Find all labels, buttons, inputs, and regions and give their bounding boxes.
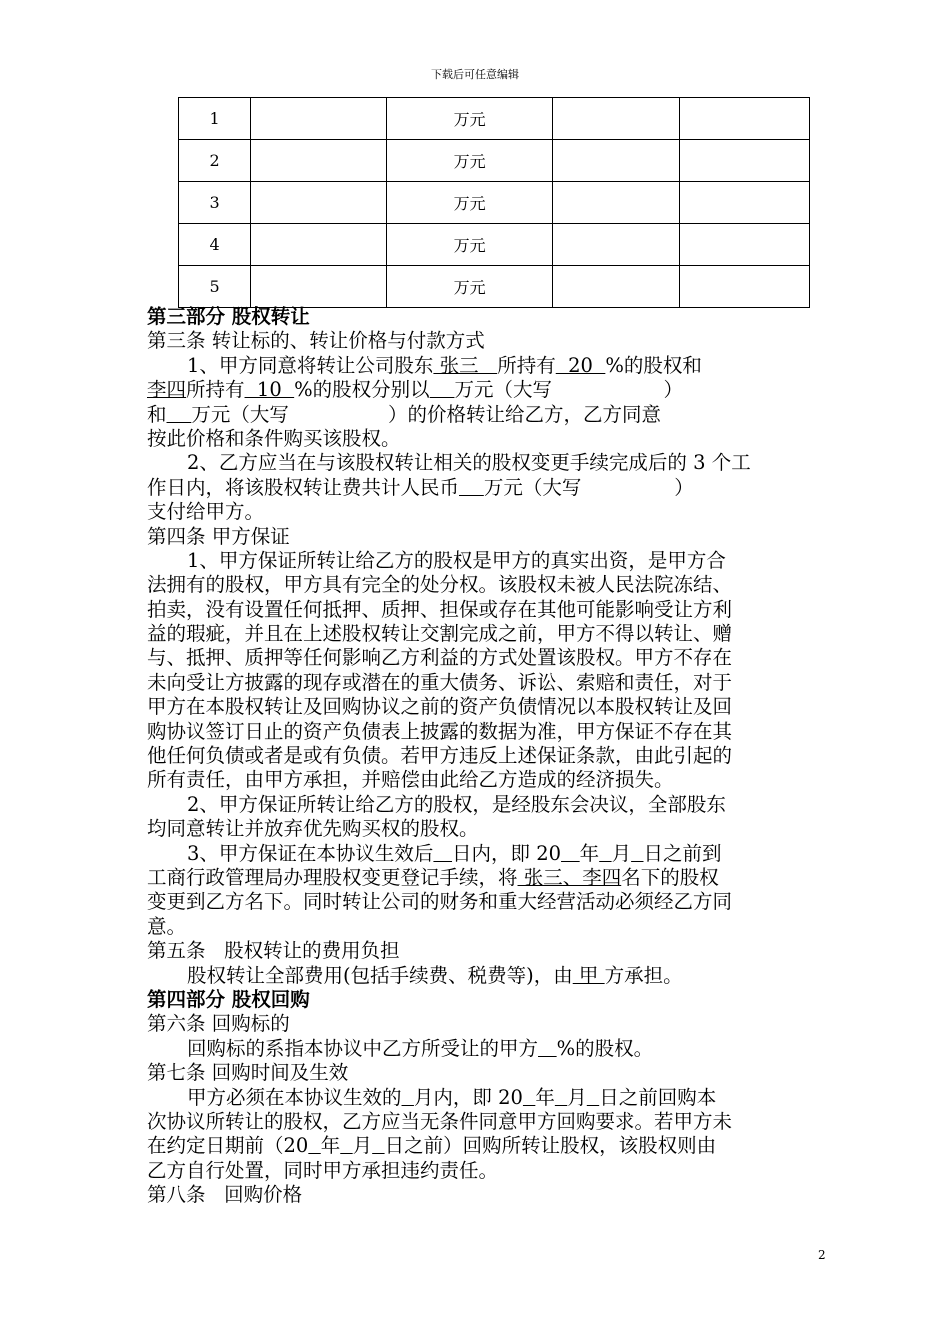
text-run: 月: [567, 1085, 587, 1109]
text-run: %的股权。: [556, 1036, 654, 1060]
text-run: 甲方在本股权转让及回购协议之前的资产负债情况以本股权转让及回: [147, 695, 733, 719]
text-run: 甲方必须在本协议生效的: [187, 1085, 402, 1109]
text-line: [147, 720, 827, 744]
text-line: [147, 671, 827, 695]
text-run: 第七条 回购时间及生效: [147, 1061, 349, 1085]
table-row: [179, 98, 810, 140]
amount-unit: 万元: [387, 182, 552, 224]
text-run: 未向受让方披露的现存或潜在的重大债务、诉讼、索赔和责任，对于: [147, 670, 733, 694]
text-line: [147, 525, 827, 549]
text-run: 和: [147, 402, 167, 426]
text-run: 万元（大写 ）的价格转让给乙方，乙方同意: [191, 402, 661, 426]
fill-in-blank: [340, 1134, 352, 1157]
text-run: 2、甲方保证所转让给乙方的股权，是经股东会决议，全部股东: [187, 792, 726, 816]
text-run: 日内，即 20: [452, 841, 562, 865]
fill-in-blank: 10: [244, 378, 295, 402]
text-line: [147, 768, 827, 792]
text-line: [147, 451, 827, 475]
table-row: [179, 224, 810, 266]
text-line: [147, 354, 827, 378]
row-number: 5: [179, 266, 251, 308]
text-run: 月: [611, 841, 632, 865]
text-line: [147, 1012, 827, 1036]
amount-unit: 万元: [387, 140, 552, 182]
blank-cell: [680, 266, 810, 308]
text-run: 法拥有的股权，甲方具有完全的处分权。该股权未被人民法院冻结、: [147, 573, 733, 597]
text-line: [147, 1037, 827, 1061]
text-run: 股权转让全部费用(包括手续费、税费等)，由: [187, 963, 573, 987]
blank-cell: [251, 224, 387, 266]
fill-in-blank: [372, 1134, 384, 1157]
fill-in-blank: [430, 378, 455, 401]
text-line: [147, 403, 827, 427]
text-run: 所有责任，由甲方承担，并赔偿由此给乙方造成的经济损失。: [147, 768, 674, 792]
text-line: [147, 793, 827, 817]
text-line: [147, 1159, 827, 1183]
text-run: 第五条 股权转让的费用负担: [147, 939, 400, 963]
document-body: [147, 305, 827, 1207]
blank-cell: [680, 182, 810, 224]
text-run: 按此价格和条件购买该股权。: [147, 426, 401, 450]
text-line: [147, 817, 827, 841]
text-run: 2、乙方应当在与该股权转让相关的股权变更手续完成后的 3 个工: [187, 451, 751, 475]
blank-cell: [680, 98, 810, 140]
text-line: [147, 622, 827, 646]
fill-in-blank: 甲: [572, 963, 605, 987]
shareholder-table: [178, 97, 810, 308]
text-run: 所持有: [186, 378, 245, 402]
text-line: [147, 598, 827, 622]
page-number: 2: [818, 1248, 826, 1262]
text-line: [147, 1134, 827, 1158]
fill-in-blank: [631, 842, 643, 865]
text-line: [147, 646, 827, 670]
text-line: [147, 866, 827, 890]
text-line: [147, 964, 827, 988]
text-line: [147, 939, 827, 963]
fill-in-blank: [599, 842, 611, 865]
text-run: 第六条 回购标的: [147, 1012, 290, 1036]
text-run: 工商行政管理局办理股权变更登记手续，将: [147, 865, 518, 889]
blank-cell: [251, 182, 387, 224]
section-heading: [147, 305, 827, 329]
text-run: 作日内，将该股权转让费共计人民币: [147, 475, 460, 499]
text-line: [147, 573, 827, 597]
amount-unit: 万元: [387, 266, 552, 308]
text-run: 第三条 转让标的、转让价格与付款方式: [147, 329, 485, 353]
text-run: 年: [320, 1134, 341, 1158]
blank-cell: [680, 140, 810, 182]
text-line: [147, 1110, 827, 1134]
row-number: 2: [179, 140, 251, 182]
text-run: 第四部分 股权回购: [147, 987, 310, 1011]
fill-in-blank: 张三: [433, 353, 498, 377]
text-run: 他任何负债或者是或有负债。若甲方违反上述保证条款，由此引起的: [147, 744, 733, 768]
text-run: %的股权分别以: [294, 378, 430, 402]
text-run: 年: [579, 841, 600, 865]
text-run: %的股权和: [605, 353, 702, 377]
text-run: 万元（大写 ）: [483, 475, 694, 499]
row-number: 3: [179, 182, 251, 224]
text-run: 月: [352, 1134, 373, 1158]
text-run: 在约定日期前（20: [147, 1134, 309, 1158]
row-number: 1: [179, 98, 251, 140]
text-line: [147, 1183, 827, 1207]
text-line: [147, 1061, 827, 1085]
fill-in-blank: [167, 403, 192, 426]
fill-in-blank: [538, 1037, 557, 1060]
table-row: [179, 140, 810, 182]
text-run: 所持有: [497, 353, 556, 377]
blank-cell: [680, 224, 810, 266]
text-run: 方承担。: [604, 963, 683, 987]
text-line: [147, 842, 827, 866]
text-run: 与、抵押、质押等任何影响乙方利益的方式处置该股权。甲方不存在: [147, 646, 733, 670]
text-run: 日之前回购本: [599, 1085, 717, 1109]
blank-cell: [552, 224, 680, 266]
blank-cell: [552, 266, 680, 308]
amount-unit: 万元: [387, 224, 552, 266]
fill-in-blank: 李四: [147, 378, 187, 402]
blank-cell: [552, 98, 680, 140]
text-run: 日之前到: [643, 841, 722, 865]
blank-cell: [552, 140, 680, 182]
section-heading: [147, 988, 827, 1012]
text-run: 益的瑕疵，并且在上述股权转让交割完成之前，甲方不得以转让、赠: [147, 622, 733, 646]
fill-in-blank: 张三、李四: [517, 865, 622, 889]
text-run: 3、甲方保证在本协议生效后: [187, 841, 434, 865]
fill-in-blank: [555, 1086, 567, 1109]
text-line: [147, 476, 827, 500]
text-line: [147, 890, 827, 914]
text-run: 年: [535, 1085, 555, 1109]
blank-cell: [251, 98, 387, 140]
text-run: 变更到乙方名下。同时转让公司的财务和重大经营活动必须经乙方同: [147, 890, 733, 914]
page-header: 下载后可任意编辑: [431, 68, 519, 81]
text-line: [147, 329, 827, 353]
text-run: 日之前）回购所转让股权，该股权则由: [384, 1134, 717, 1158]
fill-in-blank: [308, 1134, 320, 1157]
text-run: 万元（大写 ）: [454, 378, 684, 402]
text-run: 乙方自行处置，同时甲方承担违约责任。: [147, 1158, 499, 1182]
text-run: 1、甲方保证所转让给乙方的股权是甲方的真实出资，是甲方合: [187, 548, 726, 572]
row-number: 4: [179, 224, 251, 266]
text-run: 1、甲方同意将转让公司股东: [187, 353, 434, 377]
fill-in-blank: [402, 1086, 414, 1109]
text-run: 第三部分 股权转让: [147, 305, 310, 328]
text-line: [147, 915, 827, 939]
text-line: [147, 500, 827, 524]
text-line: [147, 427, 827, 451]
text-line: [147, 549, 827, 573]
text-run: 购协议签订日止的资产负债表上披露的数据为准，甲方保证不存在其: [147, 719, 733, 743]
text-line: [147, 744, 827, 768]
text-line: [147, 378, 827, 402]
fill-in-blank: 20: [555, 353, 606, 377]
table-row: [179, 266, 810, 308]
blank-cell: [251, 266, 387, 308]
text-run: 支付给甲方。: [147, 500, 265, 524]
text-run: 均同意转让并放弃优先购买权的股权。: [147, 817, 479, 841]
blank-cell: [552, 182, 680, 224]
text-run: 拍卖，没有设置任何抵押、质押、担保或存在其他可能影响受让方利: [147, 597, 733, 621]
fill-in-blank: [561, 842, 580, 865]
blank-cell: [251, 140, 387, 182]
text-run: 月内，即 20: [413, 1085, 523, 1109]
text-run: 第八条 回购价格: [147, 1183, 303, 1207]
text-run: 意。: [147, 914, 187, 938]
text-line: [147, 1086, 827, 1110]
table-row: [179, 182, 810, 224]
text-run: 次协议所转让的股权，乙方应当无条件同意甲方回购要求。若甲方未: [147, 1109, 733, 1133]
fill-in-blank: [587, 1086, 599, 1109]
text-run: 名下的股权: [621, 865, 719, 889]
text-run: 第四条 甲方保证: [147, 524, 290, 548]
text-line: [147, 695, 827, 719]
text-run: 回购标的系指本协议中乙方所受让的甲方: [187, 1036, 539, 1060]
amount-unit: 万元: [387, 98, 552, 140]
fill-in-blank: [433, 842, 452, 865]
fill-in-blank: [459, 476, 484, 499]
fill-in-blank: [523, 1086, 535, 1109]
